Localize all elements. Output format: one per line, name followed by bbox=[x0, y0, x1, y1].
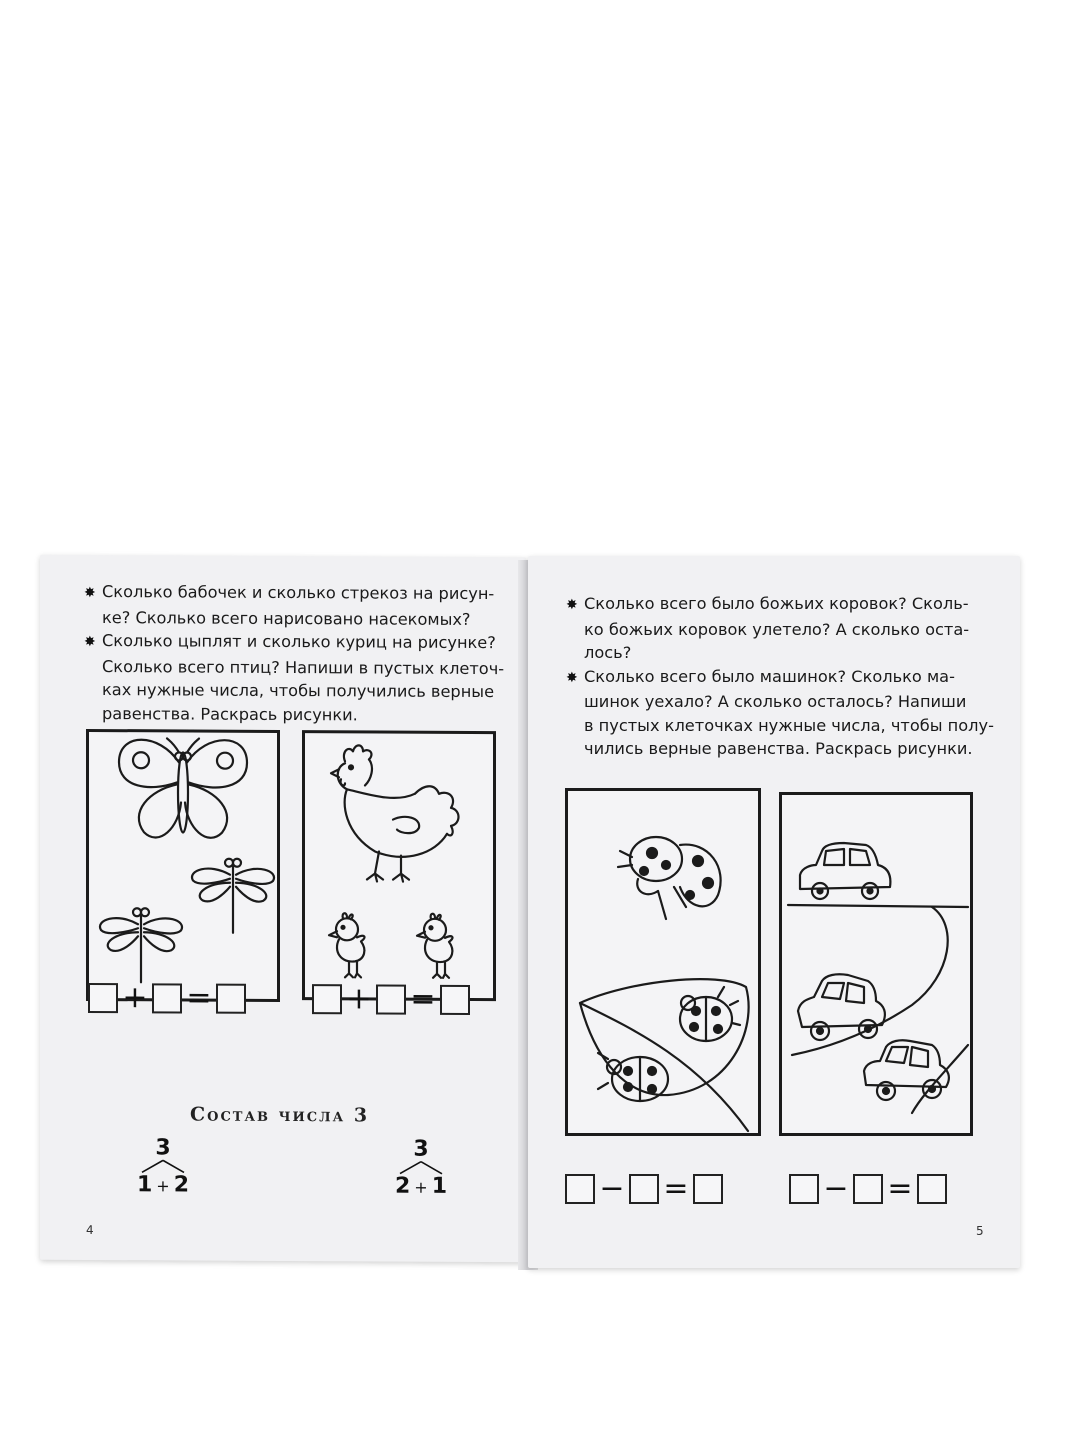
answer-box[interactable] bbox=[152, 983, 182, 1013]
answer-box[interactable] bbox=[440, 985, 470, 1015]
instruction-line: лось? bbox=[584, 643, 632, 662]
equation-cars bbox=[789, 1171, 947, 1206]
instruction-line: ко божьих коровок улетело? А сколько оста- bbox=[584, 619, 970, 639]
asterisk-bullet-icon: ✸ bbox=[566, 669, 578, 686]
equals-sign: = bbox=[663, 1171, 689, 1206]
composition-total: 3 bbox=[413, 1136, 429, 1162]
answer-box[interactable] bbox=[376, 984, 406, 1014]
number-composition bbox=[386, 1136, 456, 1200]
equals-sign: = bbox=[887, 1171, 913, 1206]
ladybugs-picture bbox=[565, 788, 761, 1136]
dragonfly-icon bbox=[192, 859, 274, 933]
car-icon bbox=[864, 1040, 949, 1100]
equals-sign: = bbox=[410, 981, 436, 1017]
right-instructions bbox=[566, 592, 994, 761]
plus-sign: + bbox=[346, 981, 372, 1017]
open-workbook bbox=[40, 556, 1025, 1278]
composition-part: 2 bbox=[394, 1173, 411, 1199]
ladybug-icon bbox=[618, 837, 721, 919]
equation-birds bbox=[312, 981, 470, 1017]
minus-sign: − bbox=[823, 1171, 849, 1206]
answer-box[interactable] bbox=[565, 1174, 595, 1204]
dragonfly-icon bbox=[100, 908, 182, 982]
instruction-line: Сколько всего было божьих коровок? Сколь- bbox=[584, 594, 969, 613]
page-number: 4 bbox=[86, 1222, 94, 1238]
equals-sign: = bbox=[186, 980, 212, 1016]
instruction-line: равенства. Раскрась рисунки. bbox=[102, 703, 358, 724]
answer-box[interactable] bbox=[629, 1174, 659, 1204]
composition-part: 2 bbox=[173, 1172, 190, 1198]
answer-box[interactable] bbox=[789, 1174, 819, 1204]
car-icon bbox=[800, 843, 890, 899]
car-icon bbox=[798, 974, 885, 1040]
instruction-line: ке? Сколько всего нарисовано насекомых? bbox=[102, 607, 471, 629]
road-icon bbox=[788, 905, 968, 1113]
right-page bbox=[528, 556, 1020, 1268]
instruction-line: Сколько всего птиц? Напиши в пустых клеточ- bbox=[102, 656, 505, 678]
asterisk-bullet-icon: ✸ bbox=[566, 597, 578, 613]
birds-picture bbox=[302, 730, 496, 1001]
ladybug-icon bbox=[680, 987, 740, 1041]
left-instructions bbox=[84, 580, 504, 727]
composition-part: 1 bbox=[431, 1173, 448, 1199]
section-heading: Состав числа 3 bbox=[190, 1103, 370, 1127]
chick-icon bbox=[329, 913, 364, 977]
instruction-line: Сколько всего было машинок? Сколько ма- bbox=[584, 666, 955, 686]
composition-total: 3 bbox=[155, 1135, 171, 1161]
instruction-line: шинок уехало? А сколько осталось? Напиши bbox=[584, 692, 967, 711]
answer-box[interactable] bbox=[853, 1174, 883, 1204]
hen-icon bbox=[331, 745, 459, 882]
number-composition bbox=[128, 1137, 198, 1198]
asterisk-bullet-icon: ✸ bbox=[84, 633, 96, 651]
equation-insects bbox=[88, 980, 246, 1016]
page-number: 5 bbox=[976, 1224, 984, 1238]
composition-plus: + bbox=[156, 1176, 170, 1196]
asterisk-bullet-icon: ✸ bbox=[84, 584, 96, 602]
plus-sign: + bbox=[122, 980, 148, 1016]
butterfly-icon bbox=[119, 738, 247, 838]
instruction-line: ках нужные числа, чтобы получились верные bbox=[102, 680, 495, 702]
composition-plus: + bbox=[414, 1177, 428, 1197]
answer-box[interactable] bbox=[88, 983, 118, 1013]
equation-ladybugs bbox=[565, 1171, 723, 1206]
answer-box[interactable] bbox=[693, 1174, 723, 1204]
insects-picture bbox=[86, 729, 280, 1002]
answer-box[interactable] bbox=[312, 984, 342, 1014]
answer-box[interactable] bbox=[216, 984, 246, 1014]
instruction-line: в пустых клеточках нужные числа, чтобы полу- bbox=[584, 715, 994, 735]
composition-part: 1 bbox=[136, 1172, 153, 1198]
answer-box[interactable] bbox=[917, 1174, 947, 1204]
instruction-line: Сколько бабочек и сколько стрекоз на рисун- bbox=[102, 582, 495, 604]
instruction-line: Сколько цыплят и сколько куриц на рисунке? bbox=[102, 631, 496, 653]
left-page bbox=[40, 555, 526, 1263]
minus-sign: − bbox=[599, 1171, 625, 1206]
chick-icon bbox=[417, 914, 452, 978]
instruction-line: чились верные равенства. Раскрась рисунки. bbox=[584, 739, 973, 758]
cars-picture bbox=[779, 792, 973, 1136]
